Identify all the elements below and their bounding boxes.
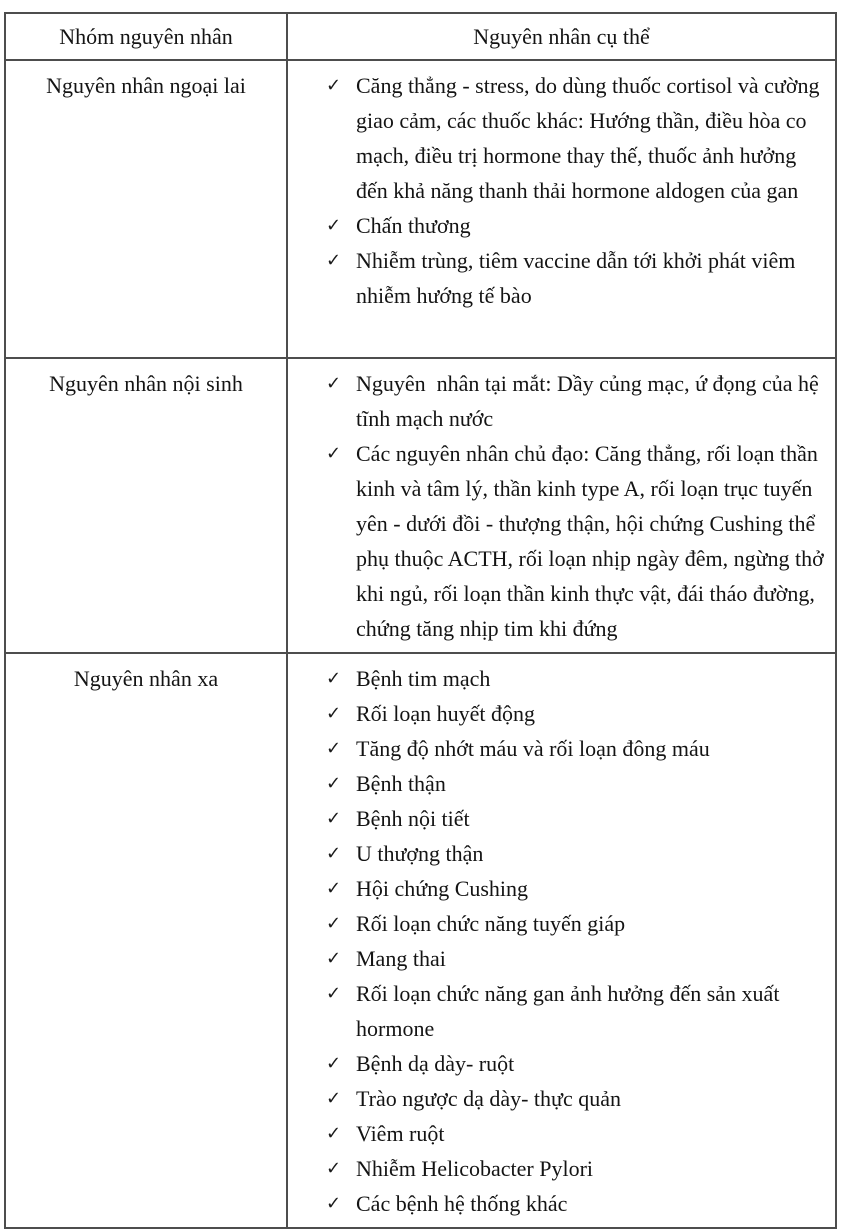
list-item-text: Mang thai [356, 946, 446, 971]
check-icon: ✓ [326, 1123, 342, 1144]
check-icon: ✓ [326, 738, 342, 759]
list-item [288, 766, 835, 801]
list-item [288, 208, 835, 243]
check-icon: ✓ [326, 878, 342, 899]
group-label-exogenous: Nguyên nhân ngoại lai [5, 60, 287, 358]
list-item-text: Trào ngược dạ dày- thực quản [356, 1086, 621, 1111]
causes-table [4, 12, 837, 1229]
list-item-text: Các nguyên nhân chủ đạo: Căng thẳng, rối loạn thần kinh và tâm lý, thần kinh type A, rối loạn trục tuyến yên - dưới đồi - thượng thận, hội chứng Cushing thể phụ thuộc ACTH, rối loạn nhịp ngày đêm, ngừng thở khi ngủ, rối loạn thần kinh thực vật, đái tháo đường, chứng tăng nhịp tim khi đứng [356, 441, 830, 641]
table-header-row [5, 13, 836, 60]
header-cell-cause-group: Nhóm nguyên nhân [5, 13, 287, 60]
check-icon: ✓ [326, 843, 342, 864]
detail-cell-distant [287, 653, 836, 1228]
list-item-text: Rối loạn chức năng gan ảnh hưởng đến sản xuất hormone [356, 981, 785, 1041]
check-icon: ✓ [326, 948, 342, 969]
list-item-text: Bệnh tim mạch [356, 666, 491, 691]
list-item-text: Tăng độ nhớt máu và rối loạn đông máu [356, 736, 710, 761]
check-icon: ✓ [326, 668, 342, 689]
list-item-text: Nhiễm Helicobacter Pylori [356, 1156, 594, 1181]
list-item-text: U thượng thận [356, 841, 484, 866]
check-icon: ✓ [326, 250, 342, 271]
check-icon: ✓ [326, 1088, 342, 1109]
list-item [288, 661, 835, 696]
list-item-text: Bệnh nội tiết [356, 806, 470, 831]
list-item [288, 1186, 835, 1221]
check-icon: ✓ [326, 443, 342, 464]
detail-cell-endogenous [287, 358, 836, 653]
list-item [288, 836, 835, 871]
list-item [288, 871, 835, 906]
list-item-text: Viêm ruột [356, 1121, 445, 1146]
table-row [5, 60, 836, 358]
list-item-text: Rối loạn chức năng tuyến giáp [356, 911, 626, 936]
list-item-text: Bệnh thận [356, 771, 446, 796]
table-row [5, 358, 836, 653]
check-icon: ✓ [326, 773, 342, 794]
list-item-text: Nhiễm trùng, tiêm vaccine dẫn tới khởi phát viêm nhiễm hướng tế bào [356, 248, 801, 308]
list-item-text: Căng thẳng - stress, do dùng thuốc cortisol và cường giao cảm, các thuốc khác: Hướng thần, điều hòa co mạch, điều trị hormone thay thế, thuốc ảnh hưởng đến khả năng thanh thải hormone aldogen của gan [356, 73, 825, 203]
list-item [288, 696, 835, 731]
list-item [288, 941, 835, 976]
list-item [288, 366, 835, 436]
header-cell-specific-cause: Nguyên nhân cụ thể [287, 13, 836, 60]
list-item [288, 243, 835, 313]
group-label-endogenous: Nguyên nhân nội sinh [5, 358, 287, 653]
list-item-text: Nguyên nhân tại mắt: Dầy củng mạc, ứ đọng của hệ tĩnh mạch nước [356, 371, 825, 431]
check-icon: ✓ [326, 373, 342, 394]
list-item [288, 1151, 835, 1186]
list-item [288, 976, 835, 1046]
check-icon: ✓ [326, 983, 342, 1004]
list-item [288, 731, 835, 766]
list-item-text: Các bệnh hệ thống khác [356, 1191, 568, 1216]
list-item-text: Hội chứng Cushing [356, 876, 529, 901]
list-item [288, 436, 835, 646]
check-icon: ✓ [326, 1053, 342, 1074]
list-item [288, 1081, 835, 1116]
group-label-distant: Nguyên nhân xa [5, 653, 287, 1228]
list-item [288, 1046, 835, 1081]
list-item-text: Chấn thương [356, 213, 471, 238]
check-icon: ✓ [326, 703, 342, 724]
list-item [288, 801, 835, 836]
list-item [288, 906, 835, 941]
check-icon: ✓ [326, 75, 342, 96]
check-icon: ✓ [326, 215, 342, 236]
list-item [288, 68, 835, 208]
detail-cell-exogenous [287, 60, 836, 358]
check-icon: ✓ [326, 913, 342, 934]
check-icon: ✓ [326, 808, 342, 829]
check-icon: ✓ [326, 1193, 342, 1214]
list-item-text: Bệnh dạ dày- ruột [356, 1051, 515, 1076]
list-item [288, 1116, 835, 1151]
list-item-text: Rối loạn huyết động [356, 701, 536, 726]
table-row [5, 653, 836, 1228]
check-icon: ✓ [326, 1158, 342, 1179]
